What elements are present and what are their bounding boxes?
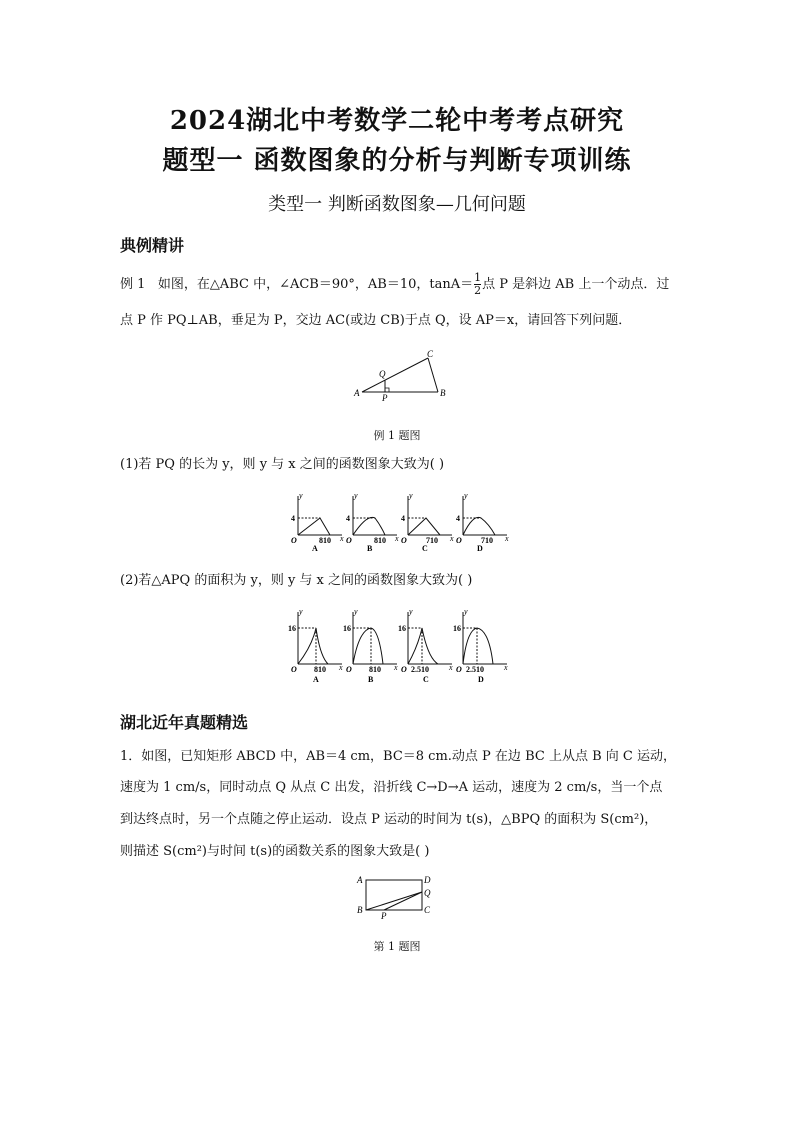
curve bbox=[408, 628, 438, 664]
label-c: C bbox=[427, 350, 434, 359]
y-label: y bbox=[409, 607, 413, 616]
triangle-figure bbox=[350, 350, 450, 402]
curve bbox=[408, 518, 440, 535]
origin-label: O bbox=[346, 665, 352, 674]
origin-label: O bbox=[291, 665, 297, 674]
example1-line1 bbox=[120, 272, 680, 297]
origin-label: O bbox=[456, 536, 462, 545]
graphs-q2 bbox=[282, 606, 512, 686]
right-angle-mark bbox=[385, 388, 389, 392]
rectangle-figure bbox=[352, 872, 442, 922]
curve bbox=[463, 628, 493, 664]
x-label: x bbox=[504, 663, 508, 672]
x-ticks: 710 bbox=[426, 536, 438, 545]
x-label: x bbox=[395, 534, 399, 543]
y-tick: 16 bbox=[343, 624, 351, 633]
graph-1-b bbox=[346, 491, 399, 552]
problem1-line4: 则描述 S(cm²)与时间 t(s)的函数关系的图象大致是( ) bbox=[120, 844, 430, 859]
option-label: A bbox=[313, 675, 319, 684]
y-label: y bbox=[464, 607, 468, 616]
x-ticks: 810 bbox=[319, 536, 331, 545]
page-title-line1: 2024湖北中考数学二轮中考考点研究 bbox=[169, 106, 625, 136]
section-real-exams: 湖北近年真题精选 bbox=[120, 713, 249, 732]
option-label: B bbox=[367, 544, 373, 552]
question-2: (2)若△APQ 的面积为 y，则 y 与 x 之间的函数图象大致为( ) bbox=[120, 573, 473, 588]
x-ticks: 2.510 bbox=[466, 665, 484, 674]
curve bbox=[353, 628, 383, 664]
origin-label: O bbox=[291, 536, 297, 545]
fraction bbox=[474, 272, 481, 297]
graphs-q1 bbox=[282, 490, 512, 552]
example1-text-a: 如图，在△ABC 中，∠ACB＝90°，AB＝10，tanA＝ bbox=[157, 277, 474, 292]
fraction-denominator: 2 bbox=[474, 284, 482, 297]
question-1: (1)若 PQ 的长为 y，则 y 与 x 之间的函数图象大致为( ) bbox=[120, 457, 445, 472]
graph-2-b bbox=[343, 607, 398, 684]
option-label: A bbox=[312, 544, 318, 552]
y-tick: 4 bbox=[401, 514, 405, 523]
x-ticks: 710 bbox=[481, 536, 493, 545]
y-label: y bbox=[299, 491, 303, 500]
curve bbox=[353, 517, 385, 535]
y-tick: 16 bbox=[288, 624, 296, 633]
label-q: Q bbox=[424, 888, 431, 898]
graph-1-a bbox=[291, 491, 344, 552]
segment-pq bbox=[384, 892, 422, 910]
y-label: y bbox=[409, 491, 413, 500]
x-label: x bbox=[339, 663, 343, 672]
graph-2-d bbox=[453, 607, 508, 684]
label-q: Q bbox=[379, 369, 386, 379]
x-label: x bbox=[394, 663, 398, 672]
y-tick: 4 bbox=[291, 514, 295, 523]
label-a: A bbox=[357, 875, 363, 885]
x-label: x bbox=[450, 534, 454, 543]
segment-bq bbox=[366, 892, 422, 910]
graph-2-c bbox=[398, 607, 453, 684]
curve bbox=[463, 517, 495, 535]
option-label: B bbox=[368, 675, 374, 684]
origin-label: O bbox=[401, 665, 407, 674]
label-p: P bbox=[382, 393, 388, 402]
x-ticks: 810 bbox=[314, 665, 326, 674]
fraction-numerator: 1 bbox=[474, 271, 482, 284]
edge-cb bbox=[428, 358, 438, 392]
graph-row-1 bbox=[282, 490, 512, 556]
problem1-line3: 到达终点时，另一个点随之停止运动．设点 P 运动的时间为 t(s)，△BPQ 的面积为 S(cm²)， bbox=[120, 812, 658, 827]
label-a: A bbox=[354, 388, 360, 398]
y-tick: 16 bbox=[398, 624, 406, 633]
example-label: 例 1 bbox=[120, 277, 146, 292]
graph-2-a bbox=[288, 607, 343, 684]
y-tick: 4 bbox=[456, 514, 460, 523]
x-label: x bbox=[505, 534, 509, 543]
page-subtitle: 类型一 判断函数图象—几何问题 bbox=[268, 194, 526, 215]
page-title-line2: 题型一 函数图象的分析与判断专项训练 bbox=[162, 146, 632, 176]
label-p: P bbox=[381, 911, 387, 921]
example1-text-b: 点 P 是斜边 AB 上一个动点．过 bbox=[482, 277, 670, 292]
x-label: x bbox=[449, 663, 453, 672]
problem1-line2: 速度为 1 cm/s，同时动点 Q 从点 C 出发，沿折线 C→D→A 运动，速度为 2 cm/s，当一个点 bbox=[120, 780, 663, 795]
graph-1-c bbox=[401, 491, 454, 552]
curve bbox=[298, 518, 330, 535]
graph-1-d bbox=[456, 491, 509, 552]
problem1-line1: 1．如图，已知矩形 ABCD 中，AB＝4 cm，BC＝8 cm.动点 P 在边 BC 上从点 B 向 C 运动， bbox=[120, 749, 676, 764]
label-b: B bbox=[357, 905, 363, 915]
label-d: D bbox=[424, 875, 431, 885]
option-label: C bbox=[422, 544, 428, 552]
section-examples: 典例精讲 bbox=[120, 236, 185, 255]
origin-label: O bbox=[401, 536, 407, 545]
label-b: B bbox=[440, 388, 446, 398]
problem1-caption: 第 1 题图 bbox=[373, 940, 421, 953]
y-label: y bbox=[464, 491, 468, 500]
origin-label: O bbox=[456, 665, 462, 674]
x-ticks: 810 bbox=[374, 536, 386, 545]
y-label: y bbox=[299, 607, 303, 616]
y-tick: 4 bbox=[346, 514, 350, 523]
edge-ac bbox=[362, 358, 428, 392]
curve bbox=[298, 628, 328, 664]
x-ticks: 810 bbox=[369, 665, 381, 674]
x-ticks: 2.510 bbox=[411, 665, 429, 674]
option-label: C bbox=[423, 675, 429, 684]
example1-caption: 例 1 题图 bbox=[373, 429, 421, 442]
x-label: x bbox=[340, 534, 344, 543]
label-c: C bbox=[424, 905, 431, 915]
y-tick: 16 bbox=[453, 624, 461, 633]
option-label: D bbox=[477, 544, 483, 552]
example1-line2: 点 P 作 PQ⊥AB，垂足为 P，交边 AC(或边 CB)于点 Q，设 AP＝x，请回答下列问题． bbox=[120, 313, 632, 328]
option-label: D bbox=[478, 675, 484, 684]
graph-row-2 bbox=[282, 606, 512, 690]
y-label: y bbox=[354, 491, 358, 500]
y-label: y bbox=[354, 607, 358, 616]
origin-label: O bbox=[346, 536, 352, 545]
